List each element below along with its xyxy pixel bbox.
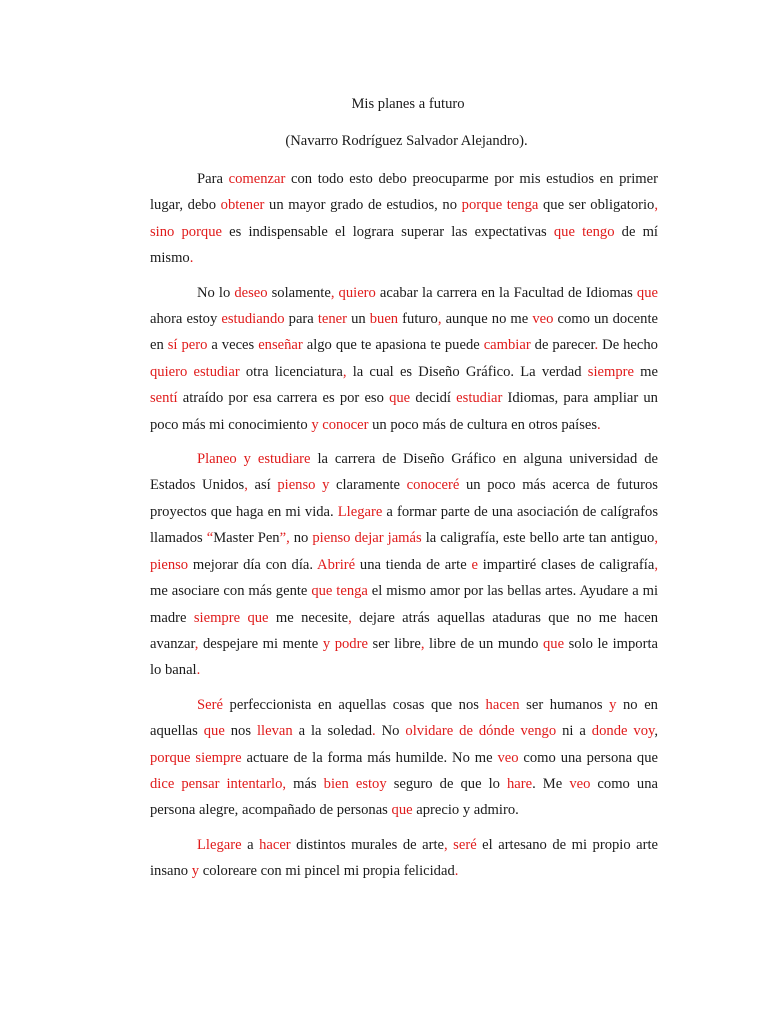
document-title: Mis planes a futuro [351, 96, 465, 112]
highlighted-text: Llegare [337, 503, 383, 520]
highlighted-text: pienso [150, 556, 189, 573]
highlighted-text: llevan [256, 723, 293, 740]
text-run: futuro [398, 311, 438, 328]
highlighted-text: , [654, 556, 658, 573]
text-run: un [347, 311, 370, 328]
text-run: despejare mi mente [198, 635, 323, 652]
text-run: aunque no me [441, 311, 533, 328]
highlighted-text: . [196, 662, 201, 679]
highlighted-text: , [330, 284, 335, 301]
highlighted-text: , [444, 836, 448, 853]
text-run: Para [197, 171, 229, 187]
text-run: De hecho [598, 337, 658, 354]
text-run: dejare atrás aquellas ataduras que no me hacen avanzar [150, 609, 658, 652]
text-run: solamente [267, 284, 331, 301]
text-run: acabar la carrera en la Facultad de Idiomas [375, 284, 637, 301]
highlighted-text: Llegare [197, 836, 242, 853]
text-run: a veces [207, 337, 259, 354]
highlighted-text: seré [453, 836, 477, 853]
text-run: la caligrafía, este bello arte tan antiguo [421, 530, 655, 547]
document-author: (Navarro Rodríguez Salvador Alejandro). [285, 133, 528, 149]
highlighted-text: e [471, 556, 478, 573]
text-run: que ser obligatorio [538, 197, 655, 214]
highlighted-text: siempre que [193, 609, 269, 626]
text-run: para [284, 311, 318, 328]
highlighted-text: que tenga [311, 583, 368, 600]
paragraph [150, 832, 658, 885]
highlighted-text: obtener [220, 197, 265, 214]
text-run: me [633, 363, 658, 380]
text-run: aprecio y admiro. [412, 802, 519, 819]
highlighted-text: pienso dejar jamás [312, 530, 422, 547]
text-run: , [654, 723, 658, 740]
highlighted-text: y podre [322, 635, 368, 652]
text-run: la cual es Diseño Gráfico. La verdad [346, 363, 588, 380]
highlighted-text: dice pensar intentarlo, [150, 775, 287, 792]
highlighted-text: porque siempre [150, 749, 242, 766]
highlighted-text: y conocer [311, 416, 369, 433]
highlighted-text: Planeo y estudiare [197, 451, 311, 468]
text-run: como una persona alegre, acompañado de personas [150, 775, 658, 819]
text-run: Master Pen [213, 530, 280, 547]
text-run: como un docente en [150, 311, 658, 354]
text-run: mejorar día con día. [188, 556, 318, 573]
text-run: solo le importa lo banal [150, 635, 658, 679]
highlighted-text: . [594, 337, 599, 354]
highlighted-text: Abriré [317, 556, 356, 573]
highlighted-text: tener [317, 311, 347, 328]
text-run: claramente [329, 477, 407, 494]
text-run: un poco más de cultura en otros países [368, 416, 598, 433]
text-run: nos [224, 723, 257, 740]
text-run: ahora estoy [150, 311, 222, 328]
highlighted-text: quiero [338, 284, 376, 301]
highlighted-text: siempre [587, 363, 634, 380]
text-run: algo que te apasiona te puede [302, 337, 484, 354]
text-run: a la soledad [292, 723, 373, 740]
highlighted-text: hacen [485, 696, 520, 713]
highlighted-text: . [189, 250, 194, 267]
text-run: Idiomas, para ampliar un poco más mi conocimiento [150, 390, 658, 433]
text-run: actuare de la forma más humilde. No me [241, 749, 498, 766]
text-run: no en aquellas [150, 696, 658, 740]
highlighted-text: , [420, 635, 425, 652]
highlighted-text: y [191, 863, 200, 880]
highlighted-text: que [542, 635, 565, 652]
highlighted-text: hare [506, 775, 533, 792]
highlighted-text: estudiando [221, 311, 285, 328]
text-run: atraído por esa carrera es por eso [177, 390, 390, 407]
paragraph [150, 166, 658, 272]
text-run: me asociare con más gente [150, 583, 312, 600]
text-run: es indispensable el lograra superar las expectativas [222, 223, 554, 240]
highlighted-text: y [609, 696, 617, 713]
text-run: más [286, 775, 324, 792]
highlighted-text: olvidare de dónde vengo [405, 723, 557, 740]
highlighted-text: . [597, 416, 601, 433]
text-run: decidí [410, 390, 457, 407]
highlighted-text: buen [369, 311, 399, 328]
highlighted-text: Seré [197, 696, 223, 713]
highlighted-text: veo [532, 311, 554, 328]
text-run: una tienda de arte [355, 556, 472, 573]
highlighted-text: hacer [259, 836, 291, 853]
highlighted-text: estudiar [456, 390, 503, 407]
highlighted-text: . [454, 863, 459, 880]
text-run: no [289, 530, 313, 547]
text-run: un mayor grado de estudios, no [264, 197, 462, 214]
text-run: a [241, 836, 260, 853]
text-run: Me [535, 775, 570, 792]
text-run: distintos murales de arte [290, 836, 444, 853]
highlighted-text: que [391, 802, 413, 819]
text-run: el mismo amor por las bellas artes. Ayudare a mi madre [150, 583, 659, 626]
highlighted-text: , [244, 477, 248, 494]
document-body [150, 166, 658, 885]
highlighted-text: “ [206, 530, 214, 547]
text-run: ni a [556, 723, 592, 740]
text-run: el artesano de mi propio arte insano [150, 836, 659, 880]
highlighted-text: , [348, 609, 352, 626]
text-run: perfeccionista en aquellas cosas que nos [222, 696, 486, 713]
paragraph [150, 692, 658, 824]
highlighted-text: conoceré [406, 477, 460, 494]
highlighted-text: veo [497, 749, 519, 766]
text-run: impartiré clases de caligrafía [477, 556, 655, 573]
highlighted-text: quiero estudiar [150, 363, 240, 380]
text-run: No lo [197, 284, 235, 301]
text-run: ser humanos [519, 696, 610, 713]
text-run: de parecer [530, 337, 595, 354]
highlighted-text: que [203, 723, 225, 740]
highlighted-text: bien estoy [323, 775, 387, 792]
highlighted-text: que [636, 284, 658, 301]
highlighted-text: porque tenga [461, 197, 539, 214]
paragraph [150, 280, 658, 438]
highlighted-text: sentí [150, 390, 178, 407]
highlighted-text: . [372, 723, 376, 740]
text-run: coloreare con mi pincel mi propia felicidad [199, 863, 455, 880]
text-run: seguro de que lo [386, 775, 507, 792]
text-run: ser libre [367, 635, 421, 652]
highlighted-text: donde voy [591, 723, 655, 740]
highlighted-text: pienso y [277, 477, 330, 494]
text-run: . [532, 775, 536, 792]
highlighted-text: deseo [234, 284, 268, 301]
text-run: otra licenciatura [239, 363, 343, 380]
highlighted-text: que [389, 390, 411, 407]
highlighted-text: sino porque [150, 223, 222, 240]
highlighted-text: , [194, 635, 199, 652]
text-run: la carrera de Diseño Gráfico en alguna universidad de Estados Unidos [150, 451, 658, 494]
highlighted-text: veo [569, 775, 591, 792]
text-run: me necesite [268, 609, 349, 626]
highlighted-text: , [342, 363, 347, 380]
text-run: con todo esto debo preocuparme por mis estudios en primer lugar, debo [150, 171, 658, 214]
highlighted-text: , [654, 197, 659, 214]
highlighted-text: sí pero [167, 337, 208, 354]
text-run: No [375, 723, 406, 740]
highlighted-text: cambiar [483, 337, 531, 354]
text-run: a formar parte de una asociación de calígrafos llamados [150, 503, 659, 547]
highlighted-text: , [654, 530, 658, 547]
text-run: así [247, 477, 278, 494]
text-run: un poco más acerca de futuros proyectos que haga en mi vida. [150, 477, 658, 520]
highlighted-text: que tengo [553, 223, 615, 240]
highlighted-text: , [437, 311, 442, 328]
text-run: como una persona que [518, 749, 658, 766]
text-run: libre de un mundo [424, 635, 543, 652]
highlighted-text: comenzar [228, 171, 286, 187]
paragraph [150, 446, 658, 684]
text-run: de mí mismo [150, 223, 658, 267]
highlighted-text: enseñar [258, 337, 303, 354]
highlighted-text: ”, [279, 530, 290, 547]
